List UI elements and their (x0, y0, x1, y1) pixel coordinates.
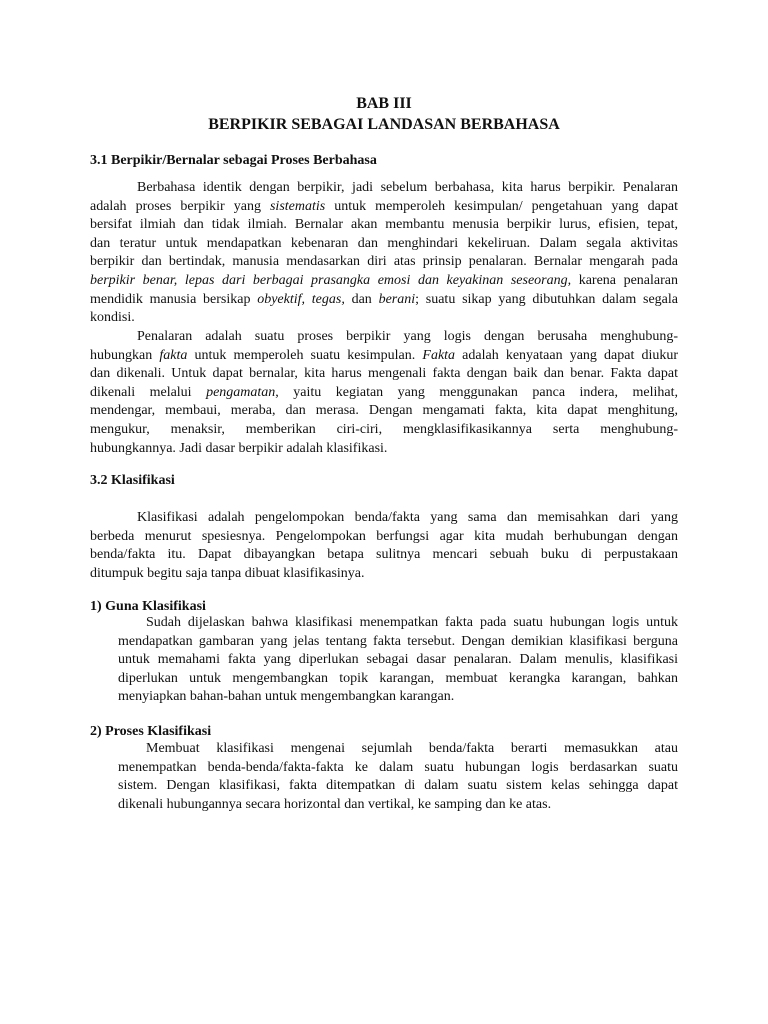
italic-term: fakta (159, 347, 188, 363)
text-line: untuk memahami fakta yang diperlukan sebagai dasar penalaran. Dalam menulis, klasifikasi (118, 652, 678, 668)
text-line: dikenali melalui pengamatan, yaitu kegiatan yang menggunakan panca indera, melihat, (90, 384, 678, 400)
text-line: berpikir dan bertindak, manusia mendasarkan diri atas prinsip penalaran. Bernalar mengarah pada (90, 254, 678, 270)
text-line: adalah proses berpikir yang sistematis untuk memperoleh kesimpulan/ pengetahuan yang dapat (90, 198, 678, 214)
text-line: Sudah dijelaskan bahwa klasifikasi menempatkan fakta pada suatu hubungan logis untuk (146, 615, 678, 630)
section-heading-3-2: 3.2 Klasifikasi (90, 473, 175, 488)
chapter-title: BERPIKIR SEBAGAI LANDASAN BERBAHASA (208, 116, 560, 133)
chapter-title-block (90, 93, 678, 135)
text-line: dan teratur untuk mendapatkan kebenaran dan menghindari kekeliruan. Dalam segala aktivitas (90, 235, 678, 251)
text-line: Penalaran adalah suatu proses berpikir yang logis dengan berusaha menghubung- (137, 329, 678, 344)
italic-term: sistematis (269, 198, 326, 214)
italic-term: berani (378, 291, 416, 307)
italic-term: obyektif, tegas, (257, 291, 345, 307)
text-line: mendidik manusia bersikap obyektif, tegas, dan berani; suatu sikap yang dibutuhkan dalam segala (90, 291, 679, 307)
text-line: menyiapkan bahan-bahan untuk mengembangkan karangan. (118, 689, 455, 705)
subsection-heading-proses-klasifikasi: 2) Proses Klasifikasi (90, 724, 212, 739)
paragraph-3-2 (90, 509, 678, 583)
text-line: dan dikenali. Untuk dapat bernalar, kita harus mengenali fakta dengan baik dan benar. Fakta dapat (90, 366, 678, 382)
document-page (90, 0, 678, 1024)
text-line: hubungkannya. Jadi dasar berpikir adalah klasifikasi. (90, 440, 388, 456)
chapter-number: BAB III (356, 95, 412, 112)
paragraph-3-1-b (90, 328, 678, 458)
paragraph-proses-klasifikasi (118, 740, 678, 814)
text-line: berbeda menurut spesiesnya. Pengelompokan berfungsi agar kita mudah berhubungan dengan (90, 528, 678, 544)
text-line: benda/fakta itu. Dapat dibayangkan betapa sulitnya mencari sebuah buku di perpustakaan (90, 547, 678, 563)
text-line: mengukur, menaksir, memberikan ciri-ciri, mengklasifikasikannya serta menghubung- (90, 421, 678, 437)
section-heading-3-1: 3.1 Berpikir/Bernalar sebagai Proses Berbahasa (90, 153, 377, 168)
text-line: mendapatkan gambaran yang jelas tentang fakta tersebut. Dengan demikian klasifikasi berguna (118, 633, 678, 649)
text-line: menempatkan benda-benda/fakta-fakta ke dalam suatu hubungan logis berdasarkan suatu (118, 759, 678, 775)
text-line: dikenali hubungannya secara horizontal dan vertikal, ke samping dan ke atas. (118, 796, 552, 812)
text-line: diperlukan untuk mengembangkan topik karangan, membuat kerangka karangan, bahkan (118, 670, 678, 686)
text-line: mendengar, membaui, meraba, dan merasa. Dengan mengamati fakta, kita dapat menghitung, (90, 403, 678, 419)
paragraph-guna-klasifikasi (118, 614, 678, 707)
text-line: ditumpuk begitu saja tanpa dibuat klasifikasinya. (90, 565, 365, 581)
text-line: berpikir benar, lepas dari berbagai prasangka emosi dan keyakinan seseorang, karena penalaran (90, 272, 678, 288)
text-line: sistem. Dengan klasifikasi, fakta ditempatkan di dalam suatu sistem kelas sehingga dapat (118, 778, 678, 794)
italic-term: Fakta (422, 347, 456, 363)
text-line: Klasifikasi adalah pengelompokan benda/fakta yang sama dan memisahkan dari yang (137, 510, 678, 525)
text-line: Berbahasa identik dengan berpikir, jadi sebelum berbahasa, kita harus berpikir. Penalaran (137, 180, 678, 195)
italic-term: pengamatan (206, 384, 276, 400)
text-line: kondisi. (90, 310, 135, 326)
subsection-heading-guna-klasifikasi: 1) Guna Klasifikasi (90, 599, 206, 614)
italic-phrase: berpikir benar, lepas dari berbagai prasangka emosi dan keyakinan seseorang, (90, 272, 572, 288)
text-line: bersifat ilmiah dan tidak ilmiah. Bernalar akan membantu menusia berpikir lurus, efisien, tepat, (90, 217, 678, 233)
text-line: hubungkan fakta untuk memperoleh suatu kesimpulan. Fakta adalah kenyataan yang dapat diukur (90, 347, 679, 363)
text-line: Membuat klasifikasi mengenai sejumlah benda/fakta berarti memasukkan atau (146, 741, 678, 756)
paragraph-3-1-a (90, 179, 678, 328)
